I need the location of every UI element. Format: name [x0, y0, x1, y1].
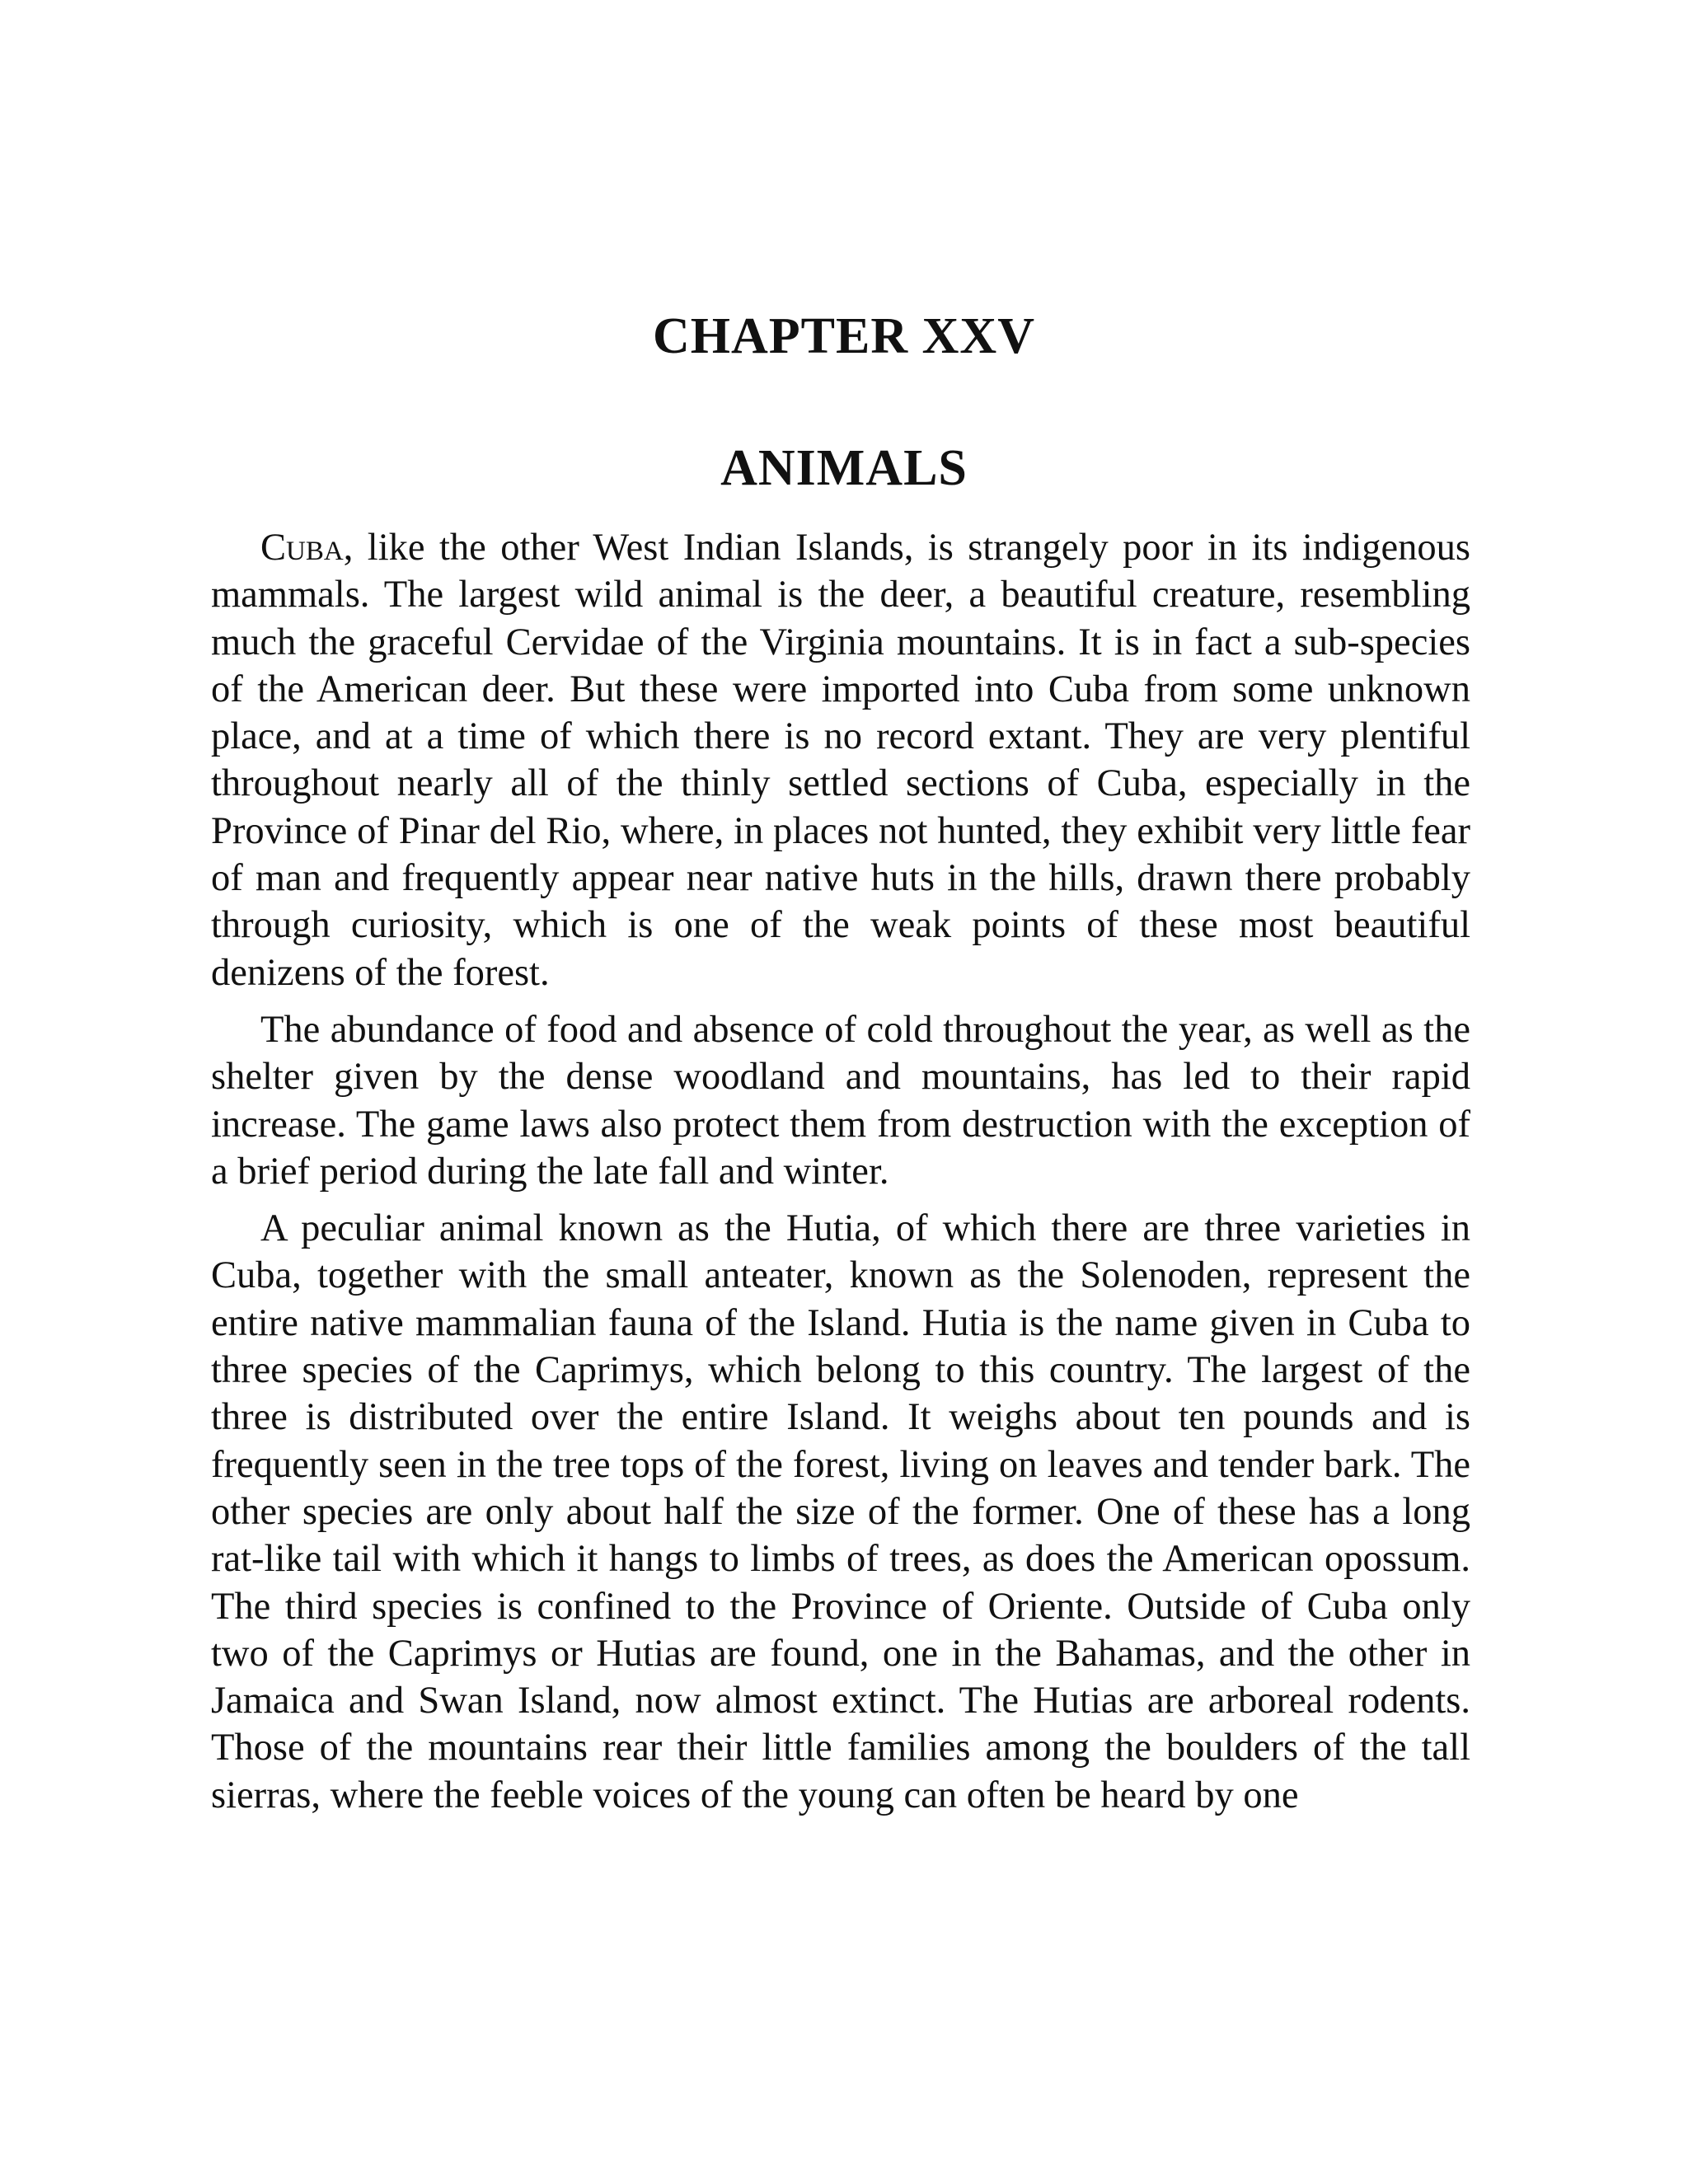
paragraph-1 — [211, 524, 1470, 996]
chapter-title: ANIMALS — [720, 440, 968, 496]
paragraph-2 — [211, 1006, 1470, 1195]
paragraph-text: A peculiar animal known as the Hutia, of which there are three varieties in Cuba, together with the small anteater, known as the Solenoden, represent the entire native mammalian fauna of the Island. Hutia is the name given in Cuba to three species of the Caprimys, which belong to this country. The largest of the three is distributed over the entire Island. It weighs about ten pounds and is frequently seen in the tree tops of the forest, living on leaves and tender bark. The other species are only about half the size of the former. One of these has a long rat-like tail with which it hangs to limbs of trees, as does the American opossum. The third species is confined to the Province of Oriente. Outside of Cuba only two of the Caprimys or Hutias are found, one in the Bahamas, and the other in Jamaica and Swan Island, now almost extinct. The Hutias are arboreal rodents. Those of the mountains rear their little families among the boulders of the tall sierras, where the feeble voices of the young can often be heard by one — [211, 1207, 1470, 1816]
paragraph-3 — [211, 1205, 1470, 1819]
chapter-number: CHAPTER XXV — [653, 308, 1035, 364]
chapter-body — [211, 524, 1470, 1829]
paragraph-text: , like the other West Indian Islands, is strangely poor in its indigenous mammals. The largest wild animal is the deer, a beautiful creature, resembling much the graceful Cervidae of the Virginia mountains. It is in fact a sub-species of the American deer. But these were imported into Cuba from some unknown place, and at a time of which there is no record extant. They are very plentiful throughout nearly all of the thinly settled sections of Cuba, especially in the Province of Pinar del Rio, where, in places not hunted, they exhibit very little fear of man and frequently appear near native huts in the hills, drawn there probably through curiosity, which is one of the weak points of these most beautiful denizens of the forest. — [211, 527, 1470, 994]
paragraph-lead-word: Cuba — [260, 527, 344, 569]
paragraph-text: The abundance of food and absence of cold throughout the year, as well as the shelter given by the dense woodland and mountains, has led to their rapid increase. The game laws also protect them from destruction with the exception of a brief period during the late fall and winter. — [211, 1008, 1470, 1193]
